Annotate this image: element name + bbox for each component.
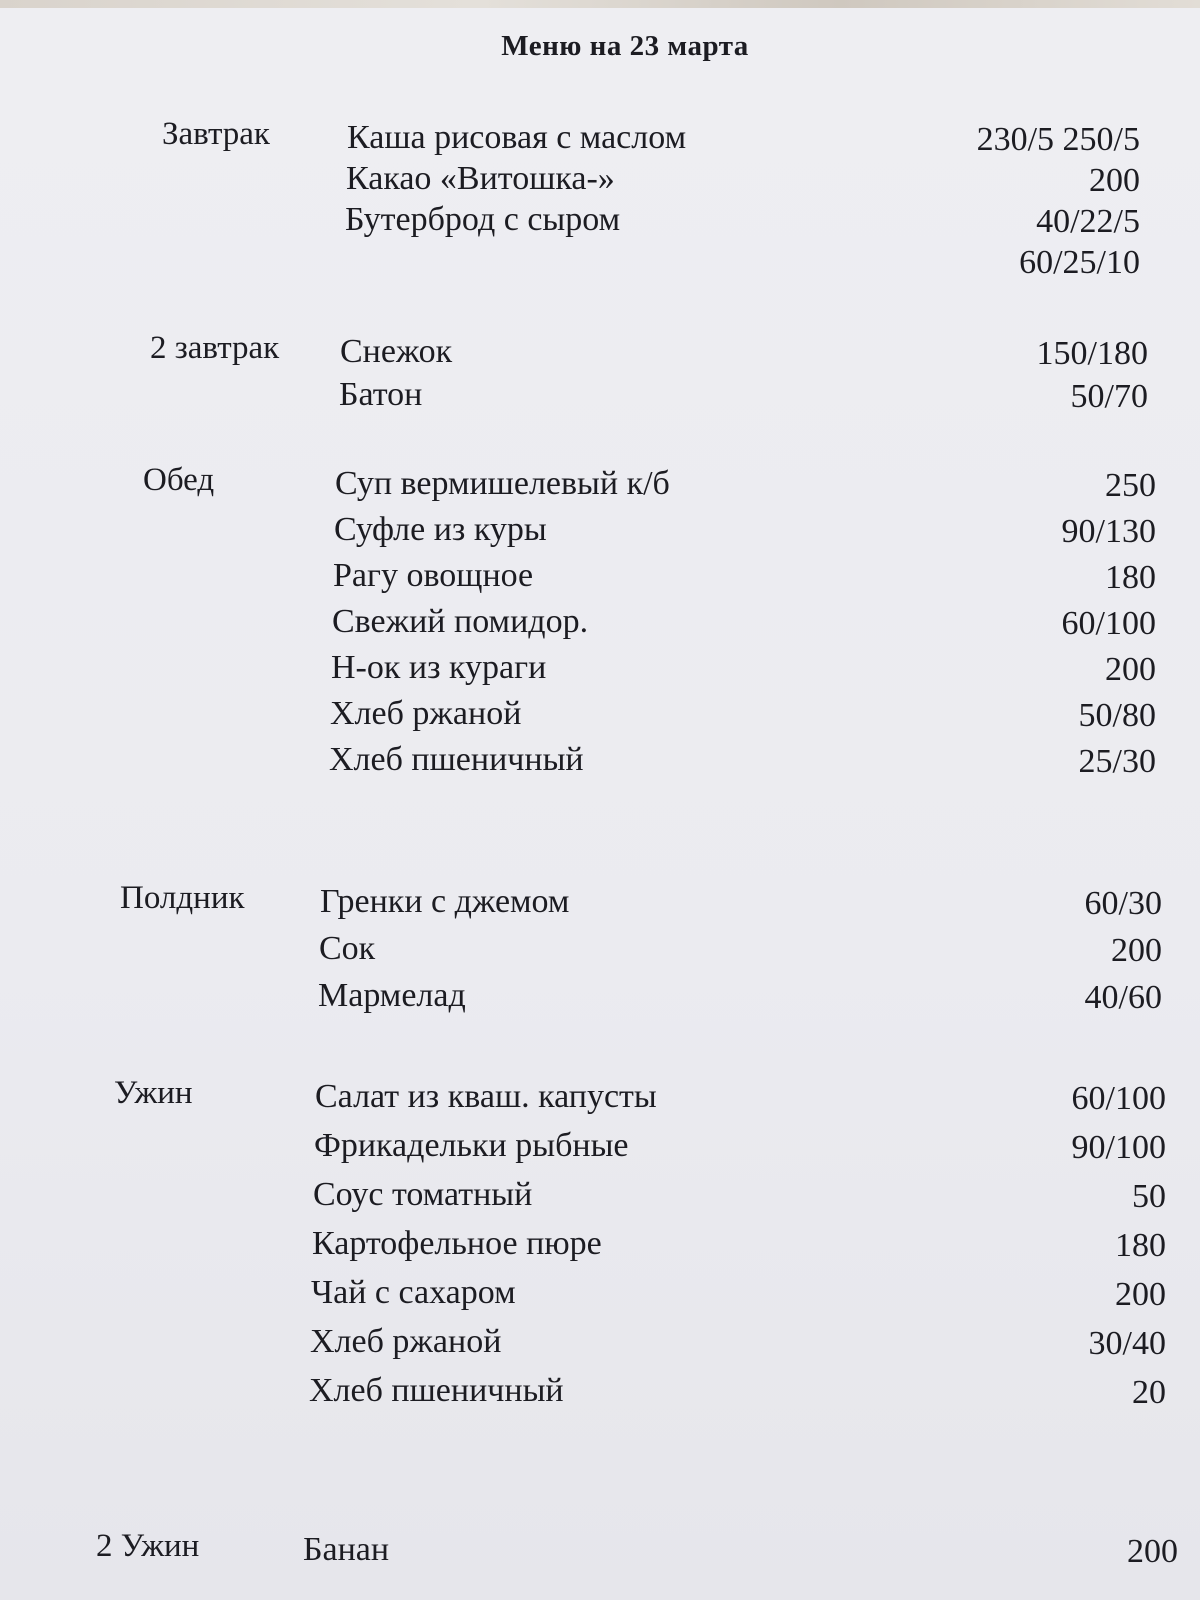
dish-name: Рагу овощное (333, 557, 534, 594)
dish-amount: 40/22/5 (1036, 203, 1140, 240)
dish-name: Хлеб пшеничный (329, 741, 584, 778)
dish-name: Фрикадельки рыбные (314, 1127, 629, 1164)
dish-name: Батон (339, 376, 423, 413)
meal-label: Полдник (120, 880, 245, 916)
meal-label: Ужин (114, 1075, 193, 1111)
dish-amount: 50 (1132, 1178, 1166, 1215)
dish-amount: 60/30 (1084, 885, 1162, 922)
dish-name: Какао «Витошка-» (346, 160, 615, 197)
dish-amount: 150/180 (1036, 335, 1148, 372)
dish-name: Свежий помидор. (332, 603, 589, 640)
dish-name: Салат из кваш. капусты (315, 1078, 657, 1115)
dish-amount: 180 (1105, 559, 1156, 596)
dish-amount: 30/40 (1088, 1325, 1166, 1362)
dish-name: Хлеб ржаной (310, 1323, 502, 1360)
meal-label: 2 завтрак (150, 330, 280, 366)
dish-amount: 40/60 (1084, 979, 1162, 1016)
dish-amount: 50/80 (1078, 697, 1156, 734)
dish-amount: 50/70 (1070, 378, 1148, 415)
dish-amount: 20 (1132, 1374, 1166, 1411)
dish-name: Соус томатный (313, 1176, 533, 1213)
meal-label: Завтрак (162, 116, 270, 152)
dish-name: Суфле из куры (334, 511, 547, 548)
dish-amount: 200 (1115, 1276, 1166, 1313)
dish-name: Хлеб ржаной (330, 695, 522, 732)
dish-name: Картофельное пюре (312, 1225, 602, 1262)
dish-name: Гренки с джемом (320, 883, 570, 920)
dish-amount: 60/25/10 (1019, 244, 1140, 281)
dish-amount: 200 (1105, 651, 1156, 688)
dish-amount: 180 (1115, 1227, 1166, 1264)
dish-amount: 250 (1105, 467, 1156, 504)
meal-label: Обед (143, 462, 215, 498)
dish-name: Сок (319, 930, 376, 967)
dish-name: Снежок (340, 333, 453, 370)
page-title: Меню на 23 марта (501, 30, 749, 62)
dish-name: Н-ок из кураги (331, 649, 547, 686)
dish-amount: 25/30 (1078, 743, 1156, 780)
dish-name: Чай с сахаром (311, 1274, 516, 1311)
dish-amount: 60/100 (1061, 605, 1156, 642)
dish-name: Суп вермишелевый к/б (335, 465, 670, 502)
meal-label: 2 Ужин (96, 1528, 200, 1564)
dish-amount: 200 (1111, 932, 1162, 969)
dish-amount: 200 (1127, 1533, 1178, 1570)
dish-amount: 200 (1089, 162, 1140, 199)
dish-name: Бутерброд с сыром (345, 201, 621, 238)
dish-name: Хлеб пшеничный (309, 1372, 564, 1409)
dish-name: Каша рисовая с маслом (347, 119, 687, 156)
dish-amount: 60/100 (1071, 1080, 1166, 1117)
dish-name: Банан (303, 1531, 390, 1568)
dish-amount: 230/5 250/5 (976, 121, 1140, 158)
dish-amount: 90/130 (1061, 513, 1156, 550)
dish-amount: 90/100 (1071, 1129, 1166, 1166)
dish-name: Мармелад (318, 977, 466, 1014)
